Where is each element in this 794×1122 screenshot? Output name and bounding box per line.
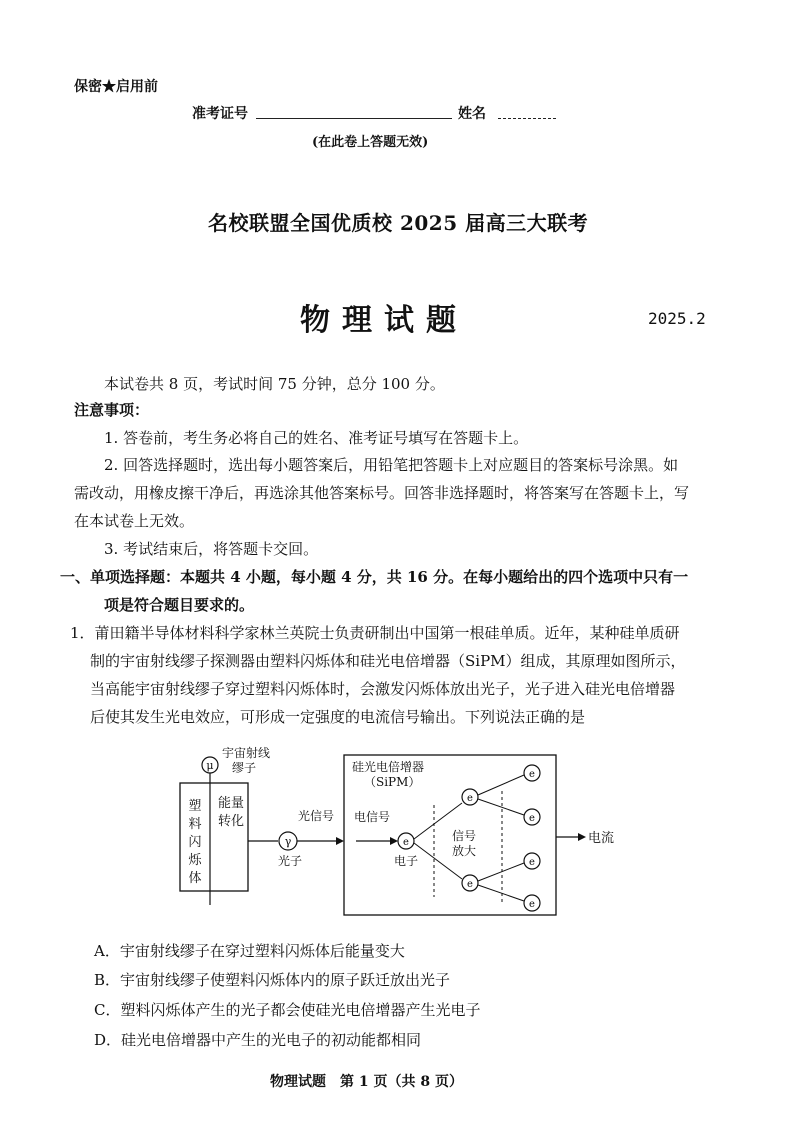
photon-arrowhead — [336, 837, 344, 845]
branch-upper-1 — [478, 775, 524, 795]
note-2-line-1: 2. 回答选择题时，选出每小题答案后，用铅笔把答题卡上对应题目的答案标号涂黑。如 — [104, 456, 679, 474]
electron-gen3-4-symbol: e — [529, 899, 535, 910]
page-footer: 物理试题 第 1 页（共 8 页） — [270, 1074, 463, 1090]
exam-date: 2025.2 — [648, 309, 706, 328]
scintillator-char-3: 闪 — [188, 835, 202, 850]
muon-detector-diagram — [170, 745, 630, 925]
electron-gen3-3-symbol: e — [529, 857, 535, 868]
electron-label: 电子 — [394, 854, 419, 868]
electron-gen2-lower-symbol: e — [467, 879, 473, 890]
light-signal-label: 光信号 — [298, 809, 335, 823]
photon-label: 光子 — [278, 854, 303, 868]
question-1-line-2: 制的宇宙射线缪子探测器由塑料闪烁体和硅光电倍增器（SiPM）组成，其原理如图所示， — [90, 652, 686, 670]
scintillator-char-4: 烁 — [188, 853, 202, 868]
electron-symbol: e — [403, 837, 409, 848]
exam-title: 名校联盟全国优质校 2025 届高三大联考 — [208, 211, 589, 235]
option-d: D．硅光电倍增器中产生的光电子的初动能都相同 — [94, 1031, 422, 1049]
question-1-line-3: 当高能宇宙射线缪子穿过塑料闪烁体时，会激发闪烁体放出光子，光子进入硅光电倍增器 — [90, 680, 676, 698]
section-1-heading-line-1: 一、单项选择题：本题共 4 小题，每小题 4 分，共 16 分。在每小题给出的四个选项中只有一 — [60, 568, 689, 586]
confidential-mark: 保密★启用前 — [74, 79, 158, 95]
scintillator-char-1: 塑 — [188, 799, 202, 814]
question-1-line-1: 1．莆田籍半导体材料科学家林兰英院士负责研制出中国第一根硅单质。近年，某种硅单质研 — [70, 624, 680, 642]
current-label: 电流 — [588, 831, 615, 846]
note-3: 3. 考试结束后，将答题卡交回。 — [104, 540, 319, 558]
energy-conversion-line-1: 能量 — [218, 796, 245, 811]
amplification-line-1: 信号 — [452, 829, 477, 843]
notes-heading: 注意事项： — [74, 401, 150, 419]
electric-signal-label: 电信号 — [354, 810, 391, 824]
name-label: 姓名 — [458, 106, 486, 122]
branch-upper-2 — [478, 799, 524, 815]
invalid-note: (在此卷上答题无效) — [312, 135, 429, 150]
section-1-heading-line-2: 项是符合题目要求的。 — [104, 596, 255, 614]
electron-gen2-upper-symbol: e — [467, 793, 473, 804]
branch-lower-2 — [478, 885, 524, 901]
question-1-line-4: 后使其发生光电效应，可形成一定强度的电流信号输出。下列说法正确的是 — [90, 708, 586, 726]
electron-gen3-2-symbol: e — [529, 813, 535, 824]
exam-number-blank — [256, 118, 452, 119]
amplification-line-2: 放大 — [452, 844, 477, 858]
note-2-line-3: 在本试卷上无效。 — [74, 512, 195, 530]
energy-conversion-line-2: 转化 — [218, 814, 245, 829]
note-2-line-2: 需改动，用橡皮擦干净后，再选涂其他答案标号。回答非选择题时，将答案写在答题卡上，写 — [74, 484, 690, 502]
name-blank — [498, 118, 556, 119]
exam-number-label: 准考证号 — [192, 106, 248, 122]
muon-symbol: μ — [206, 759, 214, 772]
option-c: C．塑料闪烁体产生的光子都会使硅光电倍增器产生光电子 — [94, 1001, 481, 1019]
note-1: 1. 答卷前，考生务必将自己的姓名、准考证号填写在答题卡上。 — [104, 429, 529, 447]
electron-gen3-1-symbol: e — [529, 769, 535, 780]
branch-lower-1 — [478, 863, 524, 881]
option-a: A．宇宙射线缪子在穿过塑料闪烁体后能量变大 — [94, 942, 405, 960]
photon-symbol: γ — [284, 835, 292, 848]
muon-label-line-1: 宇宙射线 — [222, 746, 271, 760]
subject-title: 物理试题 — [300, 303, 468, 338]
sipm-label-line-2: （SiPM） — [364, 775, 421, 789]
muon-label-line-2: 缪子 — [232, 761, 257, 775]
scintillator-char-2: 料 — [188, 817, 202, 832]
current-arrowhead — [578, 833, 586, 841]
scintillator-char-5: 体 — [188, 871, 202, 886]
signal-arrowhead — [390, 837, 398, 845]
exam-info: 本试卷共 8 页，考试时间 75 分钟，总分 100 分。 — [104, 375, 445, 393]
option-b: B．宇宙射线缪子使塑料闪烁体内的原子跃迁放出光子 — [94, 971, 451, 989]
sipm-label-line-1: 硅光电倍增器 — [352, 760, 425, 774]
